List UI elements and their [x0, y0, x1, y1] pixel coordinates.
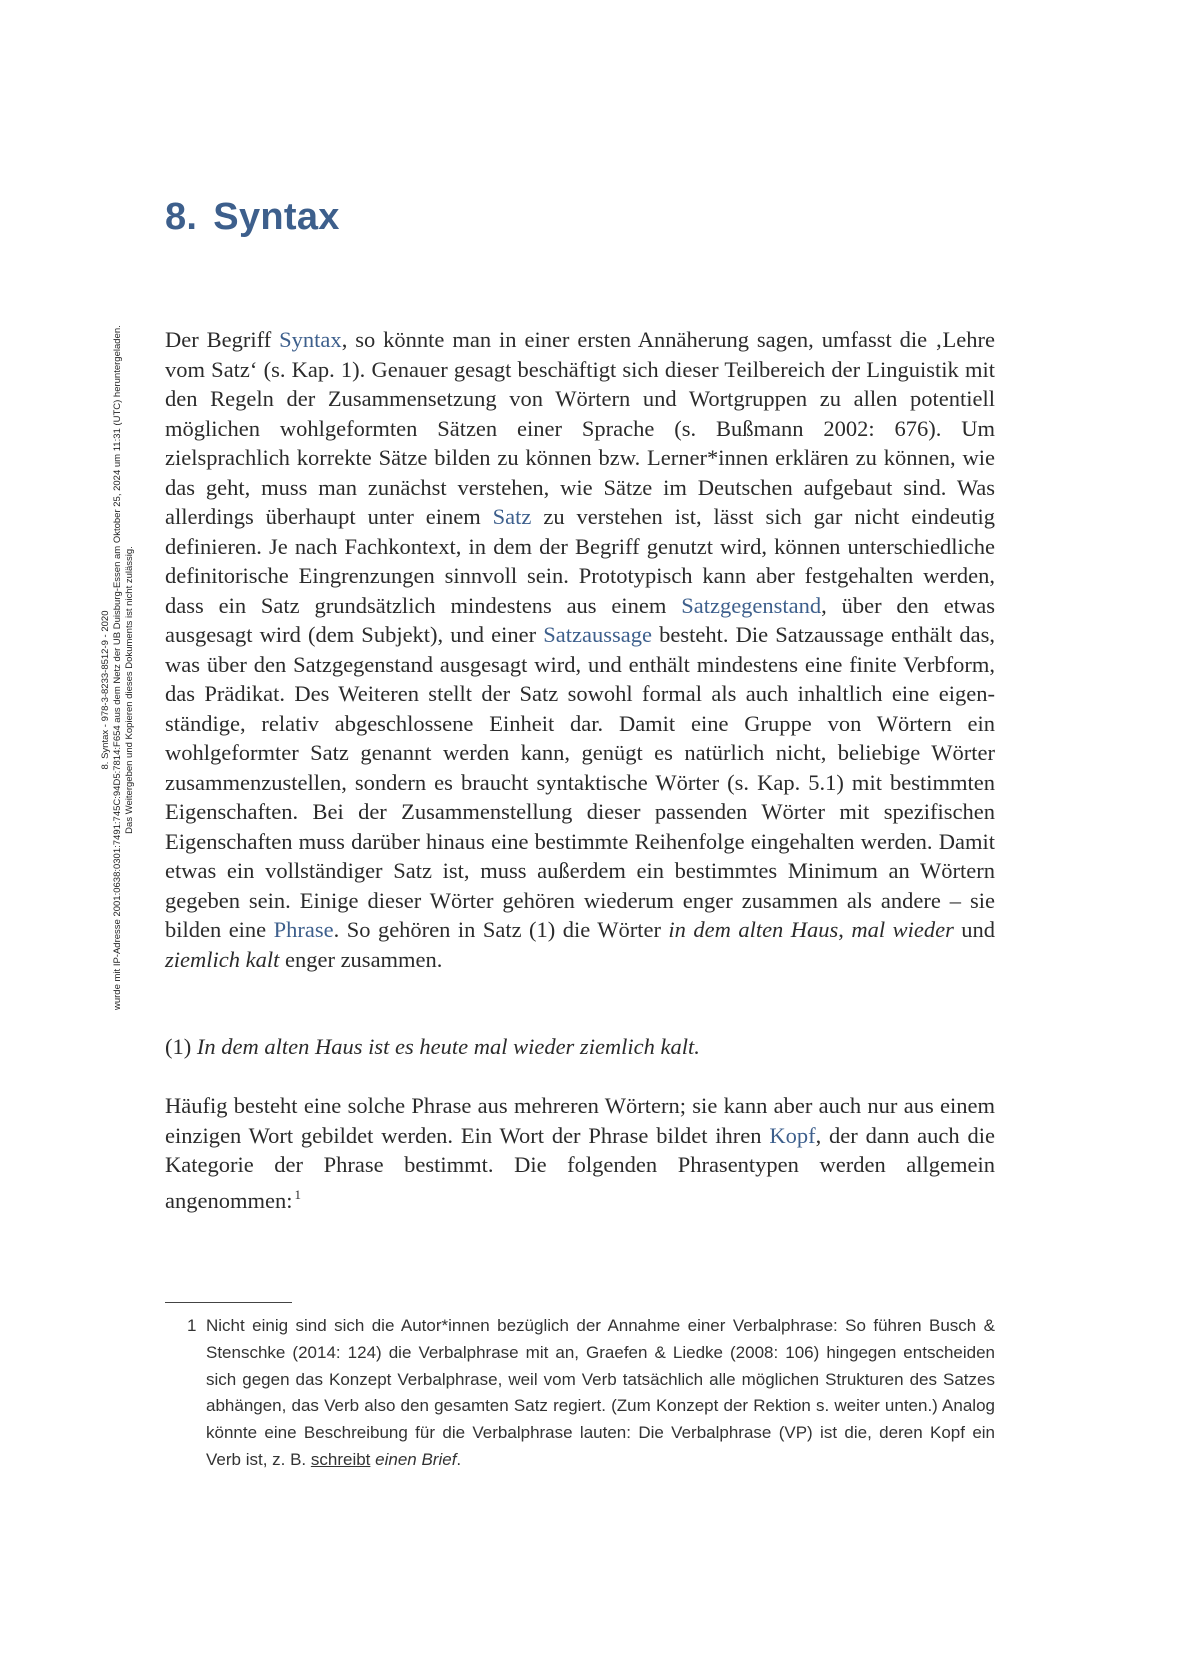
text-run: Häufig besteht eine solche Phrase aus mehreren Wörtern; sie kann aber auch nur aus einem einzigen Wort gebildet werden. Ein Wort der Phrase bildet ihren: [165, 1093, 995, 1148]
text-run: und: [953, 917, 996, 942]
watermark-line-3: Das Weitergeben und Kopieren dieses Dokuments ist nicht zulässig.: [124, 546, 135, 834]
example-sentence-1: [165, 1032, 995, 1062]
term-satz: Satz: [492, 504, 532, 529]
text-run: , der dann auch die Kategorie der Phrase bestimmt. Die folgenden Phrasentypen werden allgemein angenommen:: [165, 1122, 995, 1213]
example-phrase: mal wieder: [851, 917, 954, 942]
text-run: Der Begriff: [165, 327, 280, 352]
footnote-1: [165, 1313, 995, 1474]
text-run: , über den etwas ausgesagt wird (dem Subjekt), und einer: [165, 592, 995, 647]
watermark-line-2: wurde mit IP-Adresse 2001:0638:0301:7491:745C:94D5:7814:F654 aus dem Netz der UB Duisburg-Essen am Oktober 25, 2024 um 11:31 (UTC) heruntergeladen.: [112, 325, 123, 1010]
example-phrase: ziemlich kalt: [165, 946, 280, 972]
text-run: , so könnte man in einer ersten Annäherung sagen, umfasst die ‚Lehre vom Satz‘ (s. Kap. 1). Genauer gesagt beschäftigt sich dieser Teilbereich der Linguistik mit den Regeln der Zusammensetzung von Wörtern und Wortgruppen zu allen potentiell möglichen wohlgeformten Sätzen einer Sprache (s. Bußmann 2002: 676). Um zielsprachlich korrekte Sätze bilden zu können bzw. Lerner*innen erklären zu können, wie das geht, muss man zunächst verstehen, wie Sätze im Deutschen aufgebaut sind. Was allerdings überhaupt unter einem: [165, 327, 996, 529]
example-phrase: in dem alten Haus: [668, 917, 839, 942]
body-paragraph-1: [165, 325, 995, 974]
watermark-line-1: 8. Syntax - 978-3-8233-8512-9 - 2020: [100, 610, 111, 770]
term-kopf: Kopf: [769, 1122, 816, 1148]
footnote-divider: [165, 1302, 292, 1303]
text-run: .: [456, 1449, 462, 1469]
text-run: enger zusammen.: [279, 946, 443, 972]
text-run: ,: [838, 917, 852, 942]
text-run: . So gehören in Satz (1) die Wörter: [333, 917, 669, 942]
text-run: besteht. Die Satzaussage enthält das, was über den Satzgegenstand ausgesagt wird, und enthält mindestens eine finite Verbform, das Prädikat. Des Weiteren stellt der Satz sowohl formal als auch inhaltlich eine eigenständige, relativ abgeschlossene Einheit dar. Damit eine Gruppe von Wörtern ein wohlgeformter Satz genannt werden kann, genügt es natürlich nicht, beliebige Wörter zusammenzustellen, sondern es braucht syntaktische Wörter (s. Kap. 5.1) mit bestimmten Eigenschaften. Bei der Zusammenstellung dieser passenden Wörter mit spezifischen Eigenschaften muss darüber hinaus eine bestimmte Reihenfolge eingehalten werden. Damit etwas ein vollständiger Satz ist, muss außerdem ein bestimmtes Minimum an Wörtern gegeben sein. Einige dieser Wörter gehören wiederum enger zusammen als andere – sie bilden eine: [165, 622, 995, 942]
term-satzgegenstand: Satzgegenstand: [681, 592, 822, 618]
footnote-number: 1: [187, 1316, 197, 1335]
underlined-word: schreibt: [310, 1449, 371, 1469]
chapter-title: [165, 196, 340, 239]
term-phrase: Phrase: [273, 917, 334, 942]
example-text: In dem alten Haus ist es heute mal wieder ziemlich kalt.: [196, 1034, 700, 1059]
footnote-reference[interactable]: 1: [294, 1186, 301, 1202]
example-number: (1): [165, 1034, 197, 1059]
chapter-title-text: Syntax: [213, 196, 340, 238]
term-satzaussage: Satzaussage: [543, 622, 652, 647]
text-run: zu verstehen ist, lässt sich gar nicht eindeutig definieren. Je nach Fachkontext, in dem der Begriff genutzt wird, können unterschiedliche definitorische Eingrenzungen sinnvoll sein. Prototypisch kann aber festgehalten werden, dass ein Satz grundsätzlich mindestens aus einem: [165, 504, 995, 618]
term-syntax: Syntax: [279, 327, 342, 352]
footnote-text: [206, 1313, 995, 1474]
body-paragraph-2: [165, 1091, 995, 1215]
chapter-number: 8.: [165, 196, 198, 238]
text-run: Nicht einig sind sich die Autor*innen bezüglich der Annahme einer Verbalphrase: So führen Busch & Stenschke (2014: 124) die Verbalphrase mit an, Graefen & Liedke (2008: 106) hingegen entscheiden sich gegen das Konzept Verbalphrase, weil vom Verb tatsächlich alle möglichen Strukturen des Satzes abhängen, das Verb also den gesamten Satz regiert. (Zum Konzept der Rektion s. weiter unten.) Analog könnte eine Beschreibung für die Verbalphrase lauten: Die Verbalphrase (VP) ist die, deren Kopf ein Verb ist, z. B.: [206, 1316, 995, 1469]
example-phrase: einen Brief: [375, 1449, 457, 1469]
